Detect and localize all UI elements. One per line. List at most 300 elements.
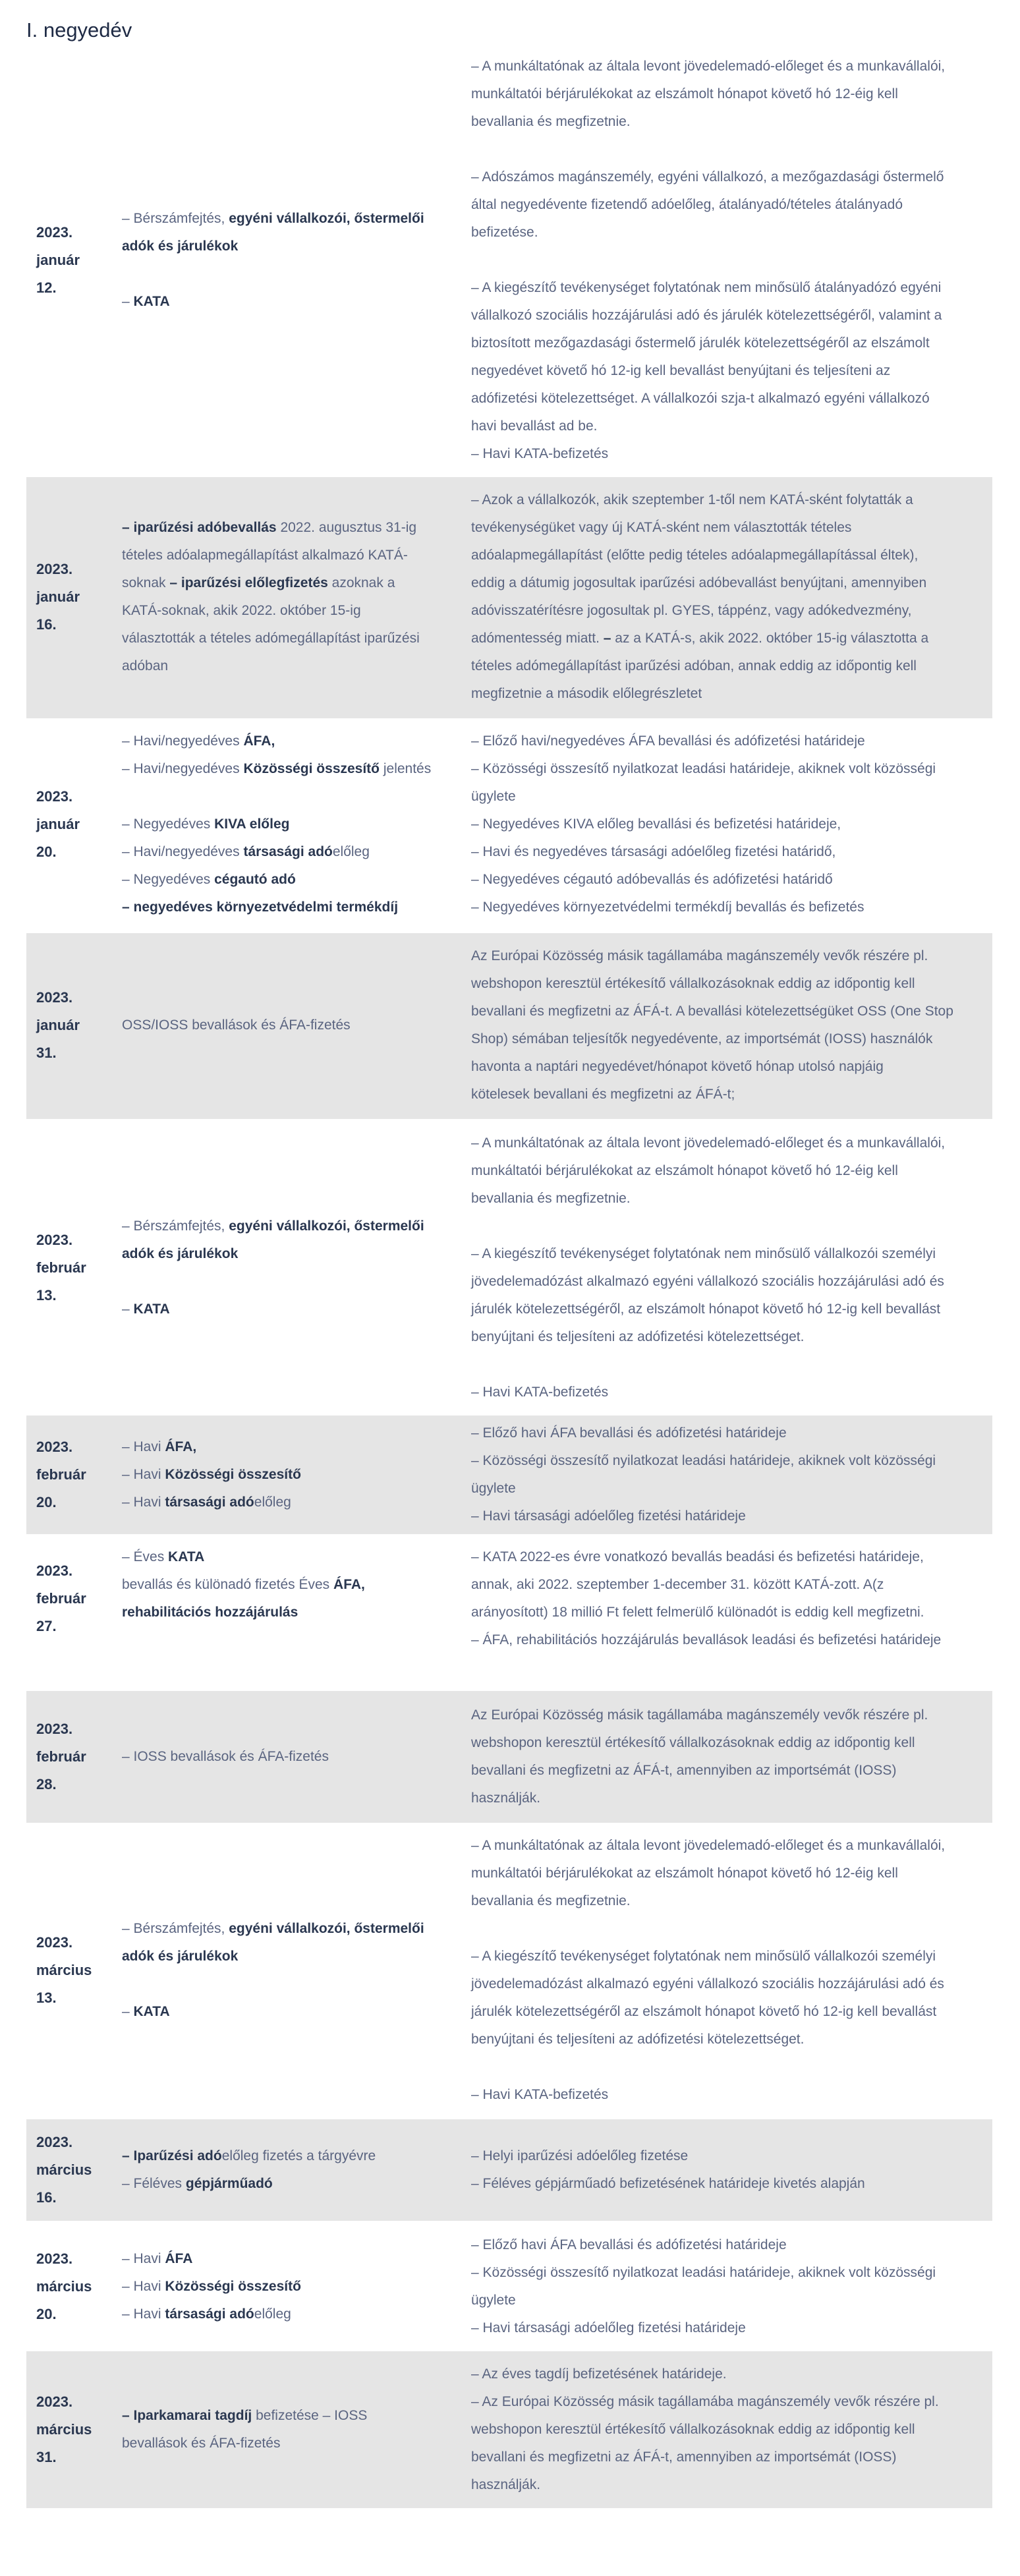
text-line xyxy=(122,1433,451,1461)
text-segment: jövedelemadózást alkalmazó egyéni vállalkozó szociális hozzájárulási adó és xyxy=(471,1274,944,1289)
text-line xyxy=(471,652,982,680)
deadline-date xyxy=(26,1823,112,2119)
text-segment: adóvisszatérítésre jogosultak pl. GYES, táppénz, vagy adókedvezmény, xyxy=(471,603,912,618)
bold-text: cégautó adó xyxy=(214,872,296,887)
text-segment: befizetése – IOSS xyxy=(252,2408,368,2423)
date-part: március xyxy=(36,1962,92,1978)
text-line xyxy=(122,514,451,542)
text-segment: – Féléves gépjárműadó befizetésének határideje kivetés alapján xyxy=(471,2176,865,2191)
date-part: március xyxy=(36,2278,92,2295)
text-line xyxy=(471,1157,982,1185)
text-segment: járulék kötelezettségéről, az elszámolt hónapot követő hó 12-ig kell bevallást xyxy=(471,1302,941,1317)
text-line xyxy=(471,1970,982,1998)
date-part: 16. xyxy=(36,2189,57,2206)
text-line xyxy=(471,542,982,569)
deadline-date xyxy=(26,1534,112,1691)
deadline-date xyxy=(26,2351,112,2508)
deadline-date xyxy=(26,1416,112,1534)
text-segment: – Negyedéves cégautó adóbevallás és adófizetési határidő xyxy=(471,872,833,887)
text-line xyxy=(471,2361,982,2388)
bold-text: társasági adó xyxy=(165,1495,254,1510)
text-segment: adóalapmegállapítást (előtte pedig tételes adóalapmegállapítással éltek), xyxy=(471,548,919,563)
text-segment: – Havi xyxy=(122,2279,165,2294)
bold-text: ÁFA, xyxy=(333,1577,365,1592)
bold-text: – iparűzési adóbevallás xyxy=(122,520,277,535)
text-line xyxy=(122,1571,451,1599)
text-segment: – Havi xyxy=(122,2251,165,2266)
text-line xyxy=(471,1130,982,1157)
date-part: 2023. xyxy=(36,2250,73,2267)
text-line xyxy=(122,1998,451,2026)
table-body xyxy=(26,43,992,2508)
text-segment: – Havi KATA-befizetés xyxy=(471,446,609,461)
table-row xyxy=(26,477,992,718)
deadline-date xyxy=(26,477,112,718)
text-line xyxy=(122,1743,451,1771)
bold-text: KATA xyxy=(133,1302,170,1317)
obligation-cell xyxy=(112,2351,461,2508)
text-segment: havonta a naptári negyedévet/hónapot követő hónap utolsó napjáig xyxy=(471,1059,884,1074)
text-line xyxy=(122,205,451,233)
description-cell xyxy=(461,477,992,718)
text-line xyxy=(122,288,451,316)
text-segment: – Havi/negyedéves xyxy=(122,761,244,776)
text-segment: előleg xyxy=(332,844,370,859)
text-segment: – IOSS bevallások és ÁFA-fizetés xyxy=(122,1749,329,1764)
text-line xyxy=(471,755,982,783)
text-segment: tételes adómegállapítást iparűzési adóban, annak eddig az időpontig kell xyxy=(471,658,917,673)
text-line xyxy=(471,2026,982,2053)
line-spacer xyxy=(122,1626,451,1654)
text-segment: webshopon keresztül értékesítő vállalkozásoknak eddig az időpontig kell xyxy=(471,1735,915,1750)
date-part: 2023. xyxy=(36,2393,73,2410)
obligation-cell xyxy=(112,1119,461,1416)
text-segment: Az Európai Közösség másik tagállamába magánszemély vevők részére pl. xyxy=(471,948,928,963)
text-segment: – ÁFA, rehabilitációs hozzájárulás bevallások leadási és befizetési határideje xyxy=(471,1632,942,1647)
line-spacer xyxy=(471,136,982,163)
text-segment: – Közösségi összesítő nyilatkozat leadási határideje, akiknek volt közösségi xyxy=(471,2265,936,2280)
text-segment: – Előző havi ÁFA bevallási és adófizetési határideje xyxy=(471,1425,787,1441)
date-part: 2023. xyxy=(36,1232,73,1248)
description-cell xyxy=(461,1119,992,1416)
text-line xyxy=(122,597,451,625)
table-row xyxy=(26,43,992,477)
text-line xyxy=(122,1461,451,1489)
text-line xyxy=(471,2142,982,2170)
text-segment: – KATA 2022-es évre vonatkozó bevallás beadási és befizetési határideje, xyxy=(471,1549,924,1564)
text-line xyxy=(122,2170,451,2198)
table-row xyxy=(26,2221,992,2351)
text-line xyxy=(471,1757,982,1785)
text-segment: bevallania és megfizetnie. xyxy=(471,1191,631,1206)
date-part: 2023. xyxy=(36,788,73,805)
text-segment: – Az Európai Közösség másik tagállamába magánszemély vevők részére pl. xyxy=(471,2394,939,2409)
bold-text: Közösségi összesítő xyxy=(165,1467,301,1482)
obligation-cell xyxy=(112,477,461,718)
text-segment: vállalkozó szociális hozzájárulási adó és járulék kötelezettségéről, valamint a xyxy=(471,308,942,323)
text-segment: – Havi társasági adóelőleg fizetési határideje xyxy=(471,1508,746,1524)
text-line xyxy=(122,233,451,260)
bold-text: ÁFA xyxy=(165,2251,193,2266)
date-part: január xyxy=(36,816,80,832)
date-part: 28. xyxy=(36,1776,57,1792)
text-segment: – Féléves xyxy=(122,2176,186,2191)
text-segment: adómentesség miatt. xyxy=(471,631,604,646)
date-part: március xyxy=(36,2421,92,2438)
text-line xyxy=(122,1012,451,1039)
text-line xyxy=(471,2287,982,2314)
text-line xyxy=(471,357,982,385)
date-part: 13. xyxy=(36,1989,57,2006)
bold-text: Közösségi összesítő xyxy=(243,761,380,776)
description-cell xyxy=(461,718,992,933)
text-line xyxy=(471,597,982,625)
text-segment: jelentés xyxy=(380,761,432,776)
date-part: 20. xyxy=(36,2306,57,2322)
text-line xyxy=(122,811,451,838)
deadline-date xyxy=(26,1691,112,1823)
table-row xyxy=(26,2119,992,2221)
text-segment: bevallani és megfizetni az ÁFÁ-t, amennyiben az importsémát (IOSS) xyxy=(471,2449,897,2465)
text-line xyxy=(122,1296,451,1323)
date-part: 2023. xyxy=(36,1721,73,1737)
obligation-cell xyxy=(112,1691,461,1823)
text-segment: OSS/IOSS bevallások és ÁFA-fizetés xyxy=(122,1017,351,1033)
text-line xyxy=(471,219,982,246)
text-line xyxy=(471,1268,982,1296)
bold-text: társasági adó xyxy=(243,844,333,859)
text-segment: munkáltatói bérjárulékokat az elszámolt hónapot követő hó 12-éig kell xyxy=(471,1163,898,1178)
bold-text: adók és járulékok xyxy=(122,1949,239,1964)
date-part: február xyxy=(36,1466,86,1483)
text-line xyxy=(471,329,982,357)
bold-text: KIVA előleg xyxy=(214,816,290,832)
text-segment: – Havi xyxy=(122,1439,165,1454)
table-row xyxy=(26,933,992,1119)
text-line xyxy=(471,1447,982,1475)
text-segment: – Negyedéves KIVA előleg bevallási és befizetési határideje, xyxy=(471,816,841,832)
line-spacer xyxy=(471,1351,982,1379)
bold-text: adók és járulékok xyxy=(122,1246,239,1261)
text-line xyxy=(471,385,982,413)
text-line xyxy=(471,108,982,136)
text-segment: – A munkáltatónak az általa levont jövedelemadó-előleget és a munkavállalói, xyxy=(471,1838,946,1853)
text-line xyxy=(122,755,451,783)
text-segment: Az Európai Közösség másik tagállamába magánszemély vevők részére pl. xyxy=(471,1707,928,1723)
table-row xyxy=(26,1416,992,1534)
table-row xyxy=(26,1691,992,1823)
text-segment: megfizetnie a második előlegrészletet xyxy=(471,686,702,701)
text-line xyxy=(471,1785,982,1812)
text-line xyxy=(471,2416,982,2444)
text-segment: eddig a dátumig jogosultak iparűzési adóbevallást benyújtani, amennyiben xyxy=(471,575,927,590)
text-segment: – Bérszámfejtés, xyxy=(122,1218,229,1234)
text-line xyxy=(471,1860,982,1887)
text-line xyxy=(122,2301,451,2328)
text-line xyxy=(471,1323,982,1351)
text-line xyxy=(471,2314,982,2342)
text-segment: bevallani és megfizetni az ÁFÁ-t. A bevallási kötelezettségüket OSS (One Stop xyxy=(471,1004,953,1019)
obligation-cell xyxy=(112,43,461,477)
text-segment: választották a tételes adómegállapítást iparűzési xyxy=(122,631,420,646)
text-line xyxy=(471,1379,982,1406)
deadline-date xyxy=(26,718,112,933)
description-cell xyxy=(461,1691,992,1823)
text-line xyxy=(471,274,982,302)
date-part: január xyxy=(36,1017,80,1033)
text-line xyxy=(471,1729,982,1757)
text-segment: – Közösségi összesítő nyilatkozat leadási határideje, akiknek volt közösségi xyxy=(471,1453,936,1468)
date-part: 2023. xyxy=(36,561,73,577)
text-segment: biztosított mezőgazdasági őstermelő járulék kötelezettségéről az elszámolt xyxy=(471,335,930,351)
bold-text: társasági adó xyxy=(165,2306,254,2322)
text-segment: által negyedévente fizetendő adóelőleg, átalányadó/tételes átalányadó xyxy=(471,197,903,212)
table-row xyxy=(26,1534,992,1691)
bold-text: adók és járulékok xyxy=(122,239,239,254)
date-part: február xyxy=(36,1590,86,1607)
text-segment: – Helyi iparűzési adóelőleg fizetése xyxy=(471,2148,689,2163)
text-line xyxy=(471,1053,982,1081)
text-segment: webshopon keresztül értékesítő vállalkozásoknak eddig az időpontig kell xyxy=(471,2422,915,2437)
text-line xyxy=(471,1475,982,1503)
text-line xyxy=(122,894,451,921)
bold-text: ÁFA, xyxy=(165,1439,197,1454)
text-line xyxy=(471,1240,982,1268)
text-line xyxy=(471,1025,982,1053)
date-part: 2023. xyxy=(36,989,73,1006)
line-spacer xyxy=(471,1213,982,1240)
text-segment: – Éves xyxy=(122,1549,169,1564)
text-segment: – A kiegészítő tevékenységet folytatónak nem minősülő vállalkozói személyi xyxy=(471,1246,936,1261)
date-part: február xyxy=(36,1748,86,1765)
text-segment: – Bérszámfejtés, xyxy=(122,1921,229,1936)
text-line xyxy=(122,2430,451,2457)
text-segment: használják. xyxy=(471,2477,541,2492)
text-segment: negyedévet követő hó 12-ig kell bevallást benyújtani és teljesíteni az xyxy=(471,363,891,378)
text-segment: – Havi és negyedéves társasági adóelőleg fizetési határidő, xyxy=(471,844,836,859)
text-line xyxy=(471,2444,982,2471)
date-part: 27. xyxy=(36,1618,57,1634)
text-line xyxy=(471,569,982,597)
tax-deadline-table xyxy=(26,43,992,2508)
text-segment: ügylete xyxy=(471,1481,516,1496)
text-line xyxy=(122,866,451,894)
text-line xyxy=(471,894,982,921)
date-part: március xyxy=(36,2161,92,2178)
text-line xyxy=(471,2231,982,2259)
text-line xyxy=(471,1943,982,1970)
text-segment: – Havi xyxy=(122,2306,165,2322)
text-segment: tételes adóalapmegállapítást alkalmazó KATÁ- xyxy=(122,548,408,563)
deadline-date xyxy=(26,43,112,477)
text-segment: Shop) sémában teljesítők negyedévente, az importsémát (IOSS) használók xyxy=(471,1031,933,1046)
text-segment: – Adószámos magánszemély, egyéni vállalkozó, a mezőgazdasági őstermelő xyxy=(471,169,944,185)
text-segment: – xyxy=(122,1302,134,1317)
bold-text: KATA xyxy=(133,294,170,309)
text-line xyxy=(471,1998,982,2026)
text-segment: munkáltatói bérjárulékokat az elszámolt hónapot követő hó 12-éig kell xyxy=(471,1866,898,1881)
text-segment: bevallások és ÁFA-fizetés xyxy=(122,2436,281,2451)
date-part: 12. xyxy=(36,279,57,296)
date-part: 2023. xyxy=(36,1562,73,1579)
table-row xyxy=(26,2351,992,2508)
text-segment: – Negyedéves xyxy=(122,872,215,887)
text-line xyxy=(471,1296,982,1323)
text-line xyxy=(471,1702,982,1729)
date-part: 20. xyxy=(36,1494,57,1510)
date-part: január xyxy=(36,252,80,268)
text-segment: bevallania és megfizetnie. xyxy=(471,1893,631,1908)
text-line xyxy=(471,1185,982,1213)
text-line xyxy=(471,2259,982,2287)
table-row xyxy=(26,718,992,933)
table-row xyxy=(26,1823,992,2119)
deadline-date xyxy=(26,1119,112,1416)
text-segment: annak, aki 2022. szeptember 1-december 31. között KATÁ-zott. A(z xyxy=(471,1577,884,1592)
text-segment: – Havi xyxy=(122,1495,165,1510)
text-line xyxy=(471,1599,982,1626)
text-segment: webshopon keresztül értékesítő vállalkozásoknak eddig az időpontig kell xyxy=(471,976,915,991)
deadline-date xyxy=(26,2119,112,2221)
date-part: 31. xyxy=(36,2449,57,2465)
text-line xyxy=(122,652,451,680)
text-segment: – A kiegészítő tevékenységet folytatónak nem minősülő vállalkozói személyi xyxy=(471,1949,936,1964)
text-segment: 2022. augusztus 31-ig xyxy=(276,520,417,535)
text-segment: járulék kötelezettségéről az elszámolt hónapot követő hó 12-ig kell bevallást xyxy=(471,2004,937,2019)
text-line xyxy=(471,486,982,514)
bold-text: KATA xyxy=(168,1549,205,1564)
description-cell xyxy=(461,43,992,477)
text-segment: soknak xyxy=(122,575,170,590)
bold-text: – Iparkamarai tagdíj xyxy=(122,2408,252,2423)
text-segment: – xyxy=(122,294,134,309)
table-row xyxy=(26,1119,992,1416)
text-segment: – Havi KATA-befizetés xyxy=(471,1385,609,1400)
text-segment: ügylete xyxy=(471,789,516,804)
text-segment: – Havi xyxy=(122,1467,165,1482)
date-part: 31. xyxy=(36,1045,57,1061)
text-line xyxy=(471,1571,982,1599)
text-segment: – Bérszámfejtés, xyxy=(122,211,229,226)
text-line xyxy=(471,838,982,866)
obligation-cell xyxy=(112,718,461,933)
date-part: február xyxy=(36,1259,86,1276)
text-line xyxy=(122,569,451,597)
date-part: 13. xyxy=(36,1287,57,1303)
bold-text: egyéni vállalkozói, őstermelői xyxy=(229,211,424,226)
text-line xyxy=(471,1887,982,1915)
text-segment: havi bevallást ad be. xyxy=(471,418,598,434)
text-segment: kötelesek bevallani és megfizetni az ÁFÁ-t; xyxy=(471,1087,735,1102)
bold-text: – xyxy=(603,631,615,646)
text-segment: tevékenységüket vagy új KATÁ-sként nem választották tételes xyxy=(471,520,852,535)
deadline-date xyxy=(26,2221,112,2351)
text-segment: – Az éves tagdíj befizetésének határideje. xyxy=(471,2366,727,2382)
text-line xyxy=(471,1626,982,1654)
text-line xyxy=(471,302,982,329)
text-segment: előleg xyxy=(254,2306,291,2322)
date-part: 2023. xyxy=(36,1934,73,1951)
text-segment: – Előző havi/negyedéves ÁFA bevallási és adófizetési határideje xyxy=(471,733,865,749)
obligation-cell xyxy=(112,1416,461,1534)
text-segment: – Havi/negyedéves xyxy=(122,844,244,859)
text-line xyxy=(122,542,451,569)
text-line xyxy=(122,2245,451,2273)
text-line xyxy=(471,866,982,894)
text-line xyxy=(122,2273,451,2301)
obligation-cell xyxy=(112,2119,461,2221)
text-segment: benyújtani és teljesíteni az adófizetési kötelezettséget. xyxy=(471,1329,805,1344)
text-line xyxy=(122,625,451,652)
bold-text: – negyedéves környezetvédelmi termékdíj xyxy=(122,900,399,915)
obligation-cell xyxy=(112,933,461,1119)
text-segment: – A munkáltatónak az általa levont jövedelemadó-előleget és a munkavállalói, xyxy=(471,1135,946,1151)
text-segment: ügylete xyxy=(471,2293,516,2308)
text-line xyxy=(122,2402,451,2430)
text-line xyxy=(471,728,982,755)
text-segment: – Havi társasági adóelőleg fizetési határideje xyxy=(471,2320,746,2335)
bold-text: rehabilitációs hozzájárulás xyxy=(122,1605,298,1620)
text-segment: bevallás és különadó fizetés Éves xyxy=(122,1577,334,1592)
text-segment: jövedelemadózást alkalmazó egyéni vállalkozó szociális hozzájárulási adó és xyxy=(471,1976,944,1991)
deadline-date xyxy=(26,933,112,1119)
bold-text: – iparűzési előlegfizetés xyxy=(169,575,328,590)
text-line xyxy=(471,2170,982,2198)
date-part: 2023. xyxy=(36,224,73,241)
text-line xyxy=(471,53,982,80)
text-segment: használják. xyxy=(471,1790,541,1806)
text-line xyxy=(471,970,982,998)
date-part: 2023. xyxy=(36,1439,73,1455)
text-segment: – Azok a vállalkozók, akik szeptember 1-től nem KATÁ-sként folytatták a xyxy=(471,492,913,507)
text-line xyxy=(122,838,451,866)
text-line xyxy=(471,2081,982,2109)
line-spacer xyxy=(122,1268,451,1296)
bold-text: ÁFA, xyxy=(243,733,275,749)
text-segment: az a KATÁ-s, akik 2022. október 15-ig választotta a xyxy=(615,631,929,646)
text-line xyxy=(471,191,982,219)
text-line xyxy=(471,942,982,970)
text-line xyxy=(471,1081,982,1108)
text-segment: KATÁ-soknak, akik 2022. október 15-ig xyxy=(122,603,361,618)
text-line xyxy=(471,2471,982,2499)
text-segment: – Negyedéves környezetvédelmi termékdíj bevallás és befizetés xyxy=(471,900,864,915)
text-line xyxy=(122,1943,451,1970)
description-cell xyxy=(461,2351,992,2508)
text-segment: adóban xyxy=(122,658,169,673)
obligation-cell xyxy=(112,2221,461,2351)
text-line xyxy=(471,998,982,1025)
text-segment: azoknak a xyxy=(327,575,395,590)
date-part: 16. xyxy=(36,616,57,633)
text-segment: befizetése. xyxy=(471,225,538,240)
text-segment: előleg xyxy=(254,1495,291,1510)
bold-text: egyéni vállalkozói, őstermelői xyxy=(229,1921,424,1936)
text-line xyxy=(471,80,982,108)
text-line xyxy=(471,1503,982,1530)
bold-text: KATA xyxy=(133,2004,170,2019)
text-line xyxy=(122,1489,451,1516)
text-line xyxy=(471,1419,982,1447)
text-segment: – Közösségi összesítő nyilatkozat leadási határideje, akiknek volt közösségi xyxy=(471,761,936,776)
text-segment: bevallania és megfizetnie. xyxy=(471,114,631,129)
text-line xyxy=(471,1543,982,1571)
line-spacer xyxy=(122,1970,451,1998)
text-line xyxy=(471,1832,982,1860)
description-cell xyxy=(461,1534,992,1691)
text-segment: adófizetési kötelezettséget. A vállalkozói szja-t alkalmazó egyéni vállalkozó xyxy=(471,391,930,406)
text-line xyxy=(122,728,451,755)
